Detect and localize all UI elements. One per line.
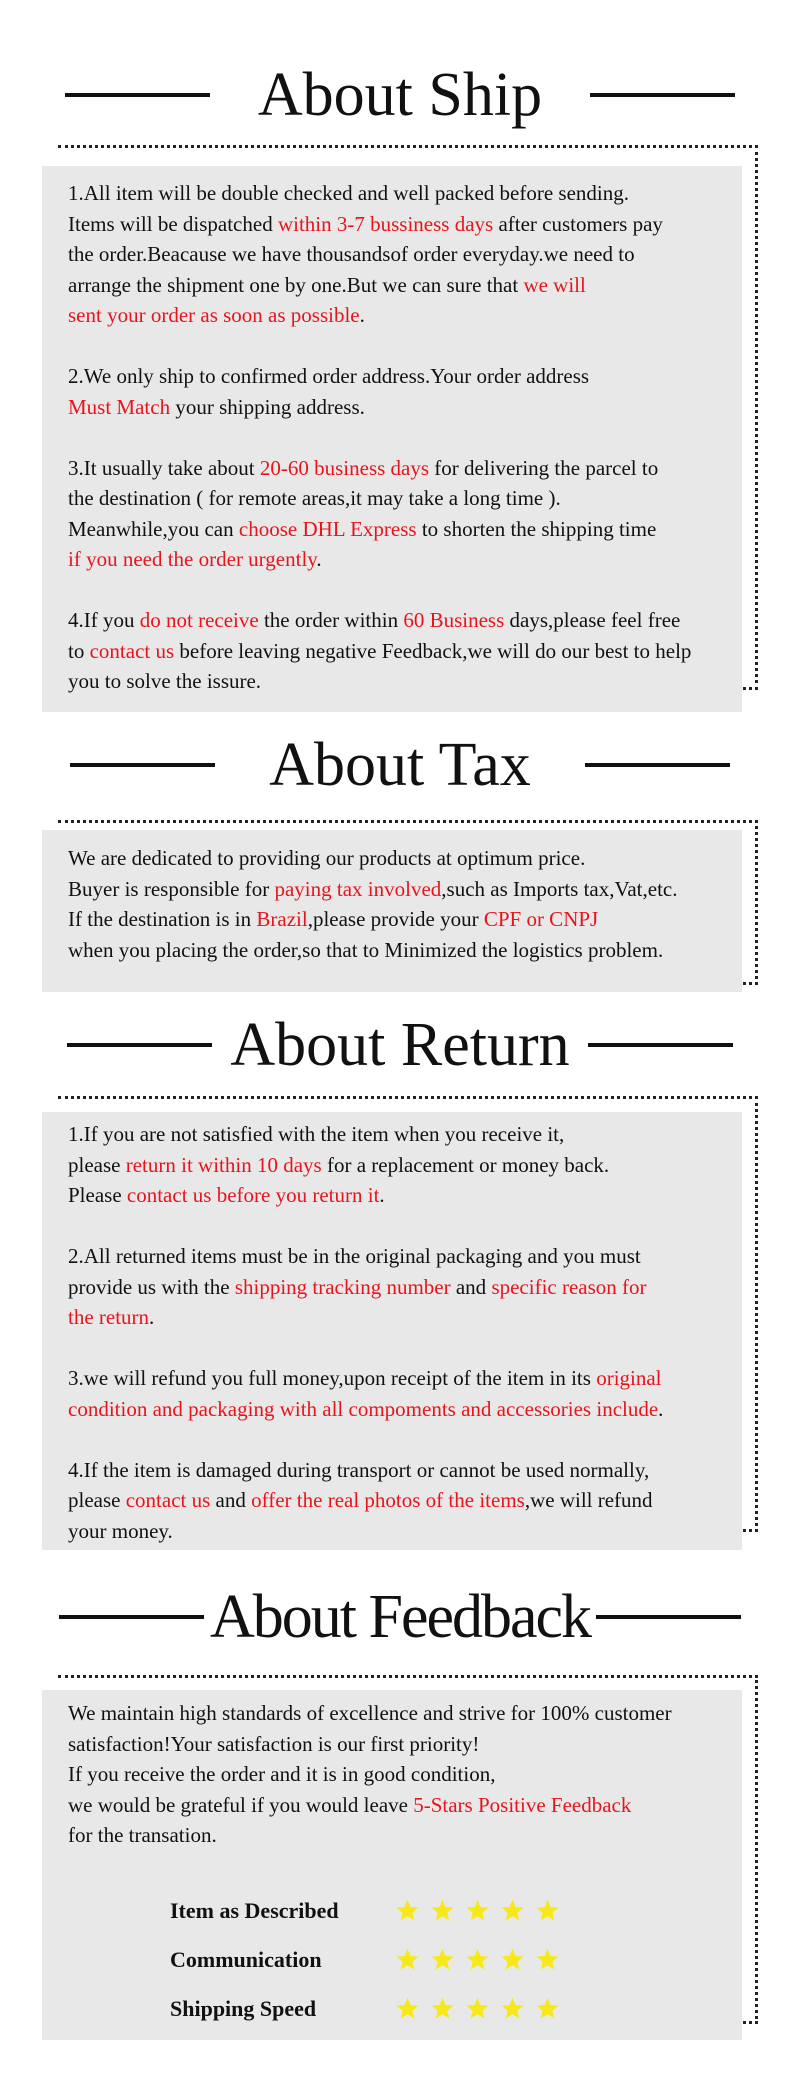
highlight-text: we will bbox=[523, 272, 586, 297]
text-line bbox=[68, 1729, 728, 1760]
body-text: If you receive the order and it is in good condition, bbox=[68, 1762, 496, 1786]
text-line bbox=[68, 904, 728, 935]
feedback-content bbox=[68, 1698, 728, 1851]
paragraph bbox=[68, 1455, 728, 1547]
body-text: 2.All returned items must be in the original packaging and you must bbox=[68, 1244, 641, 1268]
text-line bbox=[68, 453, 728, 484]
text-line bbox=[68, 209, 728, 240]
text-line bbox=[68, 392, 728, 423]
highlight-text: offer the real photos of the items bbox=[251, 1488, 525, 1512]
text-line bbox=[68, 544, 728, 575]
star-rating bbox=[395, 1996, 560, 2021]
title-rule-left bbox=[67, 1043, 212, 1047]
rating-row bbox=[170, 1935, 560, 1984]
star-icon bbox=[465, 1947, 490, 1972]
body-text: . bbox=[359, 303, 365, 327]
star-icon bbox=[430, 1996, 455, 2021]
body-text: and bbox=[450, 1274, 492, 1299]
body-text: satisfaction!Your satisfaction is our first priority! bbox=[68, 1731, 480, 1756]
body-text: 1.All item will be double checked and well packed before sending. bbox=[68, 181, 629, 205]
highlight-text: within 3-7 bussiness days bbox=[277, 211, 494, 236]
return-panel bbox=[42, 1112, 742, 1550]
body-text: 4.If the item is damaged during transport or cannot be used normally, bbox=[68, 1457, 650, 1482]
tax-section-title: About Tax bbox=[269, 731, 531, 799]
text-line bbox=[68, 1790, 728, 1821]
star-icon bbox=[465, 1898, 490, 1923]
highlight-text: Brazil bbox=[256, 907, 308, 931]
body-text: 3.It usually take about bbox=[68, 455, 260, 480]
paragraph bbox=[68, 605, 728, 697]
body-text: the order within bbox=[258, 608, 404, 632]
body-text: . bbox=[316, 547, 322, 571]
body-text: Please bbox=[68, 1183, 127, 1207]
body-text: please bbox=[68, 1488, 126, 1512]
highlight-text: CPF or CNPJ bbox=[483, 907, 599, 931]
paragraph bbox=[68, 178, 728, 331]
text-line bbox=[68, 239, 728, 270]
rating-label: Item as Described bbox=[170, 1897, 339, 1923]
highlight-text: 20-60 business days bbox=[259, 455, 430, 480]
paragraph bbox=[68, 1698, 728, 1851]
star-icon bbox=[430, 1947, 455, 1972]
text-line bbox=[68, 935, 728, 966]
rating-label: Shipping Speed bbox=[170, 1995, 317, 2021]
ship-section-title: About Ship bbox=[257, 61, 543, 129]
body-text: We are dedicated to providing our products at optimum price. bbox=[68, 846, 586, 870]
body-text: and bbox=[210, 1488, 252, 1512]
text-line bbox=[68, 1455, 728, 1486]
feedback-title-row bbox=[0, 1582, 800, 1652]
title-rule-right bbox=[585, 763, 730, 767]
text-line bbox=[68, 1820, 728, 1851]
body-text: the order.Beacause we have thousandsof order everyday.we need to bbox=[68, 242, 635, 266]
body-text: when you placing the order,so that to Minimized the logistics problem. bbox=[68, 937, 664, 962]
highlight-text: 60 Business bbox=[403, 608, 505, 632]
paragraph bbox=[68, 361, 728, 422]
body-text: provide us with the bbox=[68, 1274, 235, 1299]
star-icon bbox=[395, 1898, 420, 1923]
title-rule-right bbox=[590, 93, 735, 97]
return-content bbox=[68, 1119, 728, 1546]
feedback-ratings bbox=[170, 1886, 560, 2033]
highlight-text: condition and packaging with all compoments and accessories include bbox=[68, 1396, 659, 1421]
highlight-text: contact us bbox=[89, 638, 175, 663]
body-text: please bbox=[68, 1152, 126, 1177]
text-line bbox=[68, 1119, 728, 1150]
body-text: days,please feel free bbox=[504, 608, 681, 632]
return-title-row bbox=[0, 1010, 800, 1080]
star-icon bbox=[500, 1898, 525, 1923]
paragraph bbox=[68, 843, 728, 965]
star-rating bbox=[395, 1947, 560, 1972]
highlight-text: original bbox=[596, 1366, 662, 1390]
rating-label: Communication bbox=[170, 1946, 322, 1972]
star-icon bbox=[535, 1996, 560, 2021]
highlight-text: contact us bbox=[125, 1488, 211, 1512]
text-line bbox=[68, 178, 728, 209]
star-icon bbox=[500, 1996, 525, 2021]
body-text: 3.we will refund you full money,upon receipt of the item in its bbox=[68, 1366, 597, 1390]
rating-row bbox=[170, 1886, 560, 1935]
body-text: ,such as Imports tax,Vat,etc. bbox=[441, 876, 678, 901]
title-rule-left bbox=[65, 93, 210, 97]
highlight-text: contact us before you return it bbox=[126, 1183, 380, 1207]
body-text: your money. bbox=[68, 1518, 173, 1543]
text-line bbox=[68, 1698, 728, 1729]
highlight-text: Must Match bbox=[68, 394, 171, 419]
text-line bbox=[68, 1241, 728, 1272]
text-line bbox=[68, 666, 728, 697]
body-text: to bbox=[68, 638, 90, 663]
body-text: Items will be dispatched bbox=[68, 211, 278, 236]
highlight-text: shipping tracking number bbox=[234, 1274, 451, 1299]
highlight-text: if you need the order urgently bbox=[68, 547, 317, 571]
highlight-text: do not receive bbox=[139, 608, 259, 632]
highlight-text: paying tax involved bbox=[274, 876, 442, 901]
ship-title-row bbox=[0, 60, 800, 130]
body-text: . bbox=[149, 1305, 155, 1329]
body-text: for delivering the parcel to bbox=[429, 455, 659, 480]
rating-row bbox=[170, 1984, 560, 2033]
star-icon bbox=[395, 1996, 420, 2021]
title-rule-right bbox=[596, 1615, 741, 1619]
text-line bbox=[68, 874, 728, 905]
body-text: before leaving negative Feedback,we will do our best to help bbox=[174, 638, 692, 663]
text-line bbox=[68, 1363, 728, 1394]
text-line bbox=[68, 270, 728, 301]
highlight-text: specific reason for bbox=[491, 1274, 647, 1299]
paragraph bbox=[68, 1119, 728, 1211]
body-text: your shipping address. bbox=[170, 394, 365, 419]
highlight-text: sent your order as soon as possible bbox=[68, 303, 360, 327]
body-text: Buyer is responsible for bbox=[68, 876, 275, 901]
body-text: If the destination is in bbox=[68, 907, 257, 931]
text-line bbox=[68, 636, 728, 667]
body-text: after customers pay bbox=[493, 211, 663, 236]
highlight-text: the return bbox=[68, 1305, 150, 1329]
ship-panel bbox=[42, 166, 742, 712]
paragraph bbox=[68, 1241, 728, 1333]
text-line bbox=[68, 1302, 728, 1333]
body-text: 4.If you bbox=[68, 608, 140, 632]
return-section-title: About Return bbox=[230, 1011, 570, 1079]
star-icon bbox=[395, 1947, 420, 1972]
star-icon bbox=[465, 1996, 490, 2021]
text-line bbox=[68, 300, 728, 331]
body-text: you to solve the issure. bbox=[68, 669, 262, 693]
text-line bbox=[68, 361, 728, 392]
star-icon bbox=[535, 1947, 560, 1972]
body-text: . bbox=[379, 1183, 385, 1207]
body-text: 1.If you are not satisfied with the item when you receive it, bbox=[68, 1122, 565, 1146]
text-line bbox=[68, 605, 728, 636]
body-text: ,we will refund bbox=[524, 1488, 653, 1512]
body-text: Meanwhile,you can bbox=[68, 516, 239, 541]
text-line bbox=[68, 1516, 728, 1547]
text-line bbox=[68, 843, 728, 874]
title-rule-left bbox=[59, 1615, 204, 1619]
body-text: We maintain high standards of excellence and strive for 100% customer bbox=[68, 1701, 672, 1725]
text-line bbox=[68, 1272, 728, 1303]
body-text: 2.We only ship to confirmed order address.Your order address bbox=[68, 364, 590, 388]
body-text: to shorten the shipping time bbox=[416, 516, 657, 541]
text-line bbox=[68, 514, 728, 545]
title-rule-right bbox=[588, 1043, 733, 1047]
text-line bbox=[68, 1180, 728, 1211]
body-text: arrange the shipment one by one.But we can sure that bbox=[68, 272, 524, 297]
ship-content bbox=[68, 178, 728, 697]
text-line bbox=[68, 1485, 728, 1516]
text-line bbox=[68, 1759, 728, 1790]
star-icon bbox=[500, 1947, 525, 1972]
tax-content bbox=[68, 843, 728, 965]
highlight-text: choose DHL Express bbox=[238, 516, 417, 541]
text-line bbox=[68, 483, 728, 514]
feedback-section-title: About Feedback bbox=[209, 1583, 591, 1651]
title-rule-left bbox=[70, 763, 215, 767]
star-icon bbox=[430, 1898, 455, 1923]
text-line bbox=[68, 1394, 728, 1425]
star-rating bbox=[395, 1898, 560, 1923]
text-line bbox=[68, 1150, 728, 1181]
body-text: for a replacement or money back. bbox=[321, 1152, 610, 1177]
tax-panel bbox=[42, 830, 742, 992]
highlight-text: return it within 10 days bbox=[125, 1152, 322, 1177]
paragraph bbox=[68, 1363, 728, 1424]
paragraph bbox=[68, 453, 728, 575]
body-text: . bbox=[658, 1396, 664, 1421]
tax-title-row bbox=[0, 730, 800, 800]
body-text: we would be grateful if you would leave bbox=[68, 1792, 414, 1817]
body-text: for the transation. bbox=[68, 1823, 217, 1847]
body-text: the destination ( for remote areas,it may take a long time ). bbox=[68, 486, 561, 510]
highlight-text: 5-Stars Positive Feedback bbox=[413, 1792, 632, 1817]
star-icon bbox=[535, 1898, 560, 1923]
body-text: ,please provide your bbox=[307, 907, 484, 931]
